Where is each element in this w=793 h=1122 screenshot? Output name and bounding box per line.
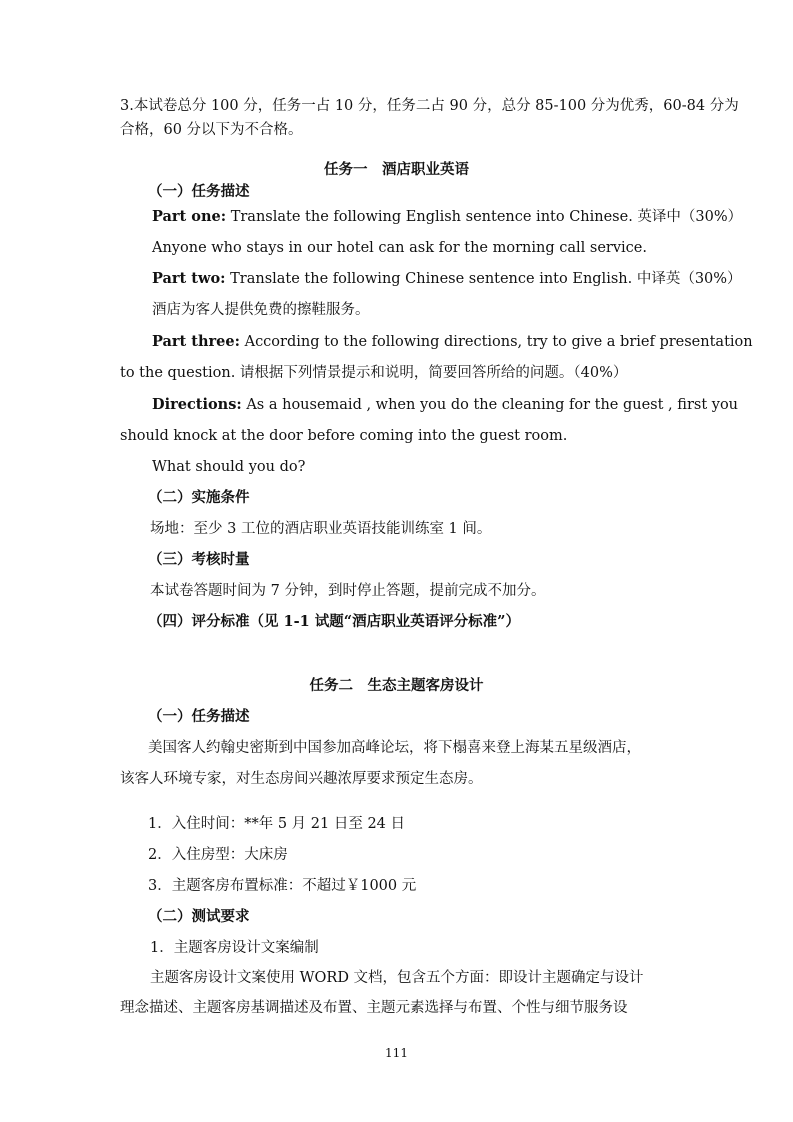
task2-section-requirements: （二）测试要求 (148, 908, 250, 925)
part-two-sentence: 酒店为客人提供免费的擦鞋服务。 (152, 302, 370, 318)
part-one-sentence: Anyone who stays in our hotel can ask for the morning call service. (152, 240, 647, 256)
directions-continuation: should knock at the door before coming into the guest room. (120, 428, 568, 444)
part-three-paragraph (152, 332, 753, 352)
part-two-label: Part two: (152, 270, 226, 287)
task1-section-scoring: （四）评分标准（见 1-1 试题“酒店职业英语评分标准”） (148, 613, 520, 630)
task2-section-description: （一）任务描述 (148, 708, 250, 725)
requirement-text-line-2: 理念描述、主题客房基调描述及布置、主题元素选择与布置、个性与细节服务设 (120, 1000, 628, 1016)
time-text: 本试卷答题时间为 7 分钟，到时停止答题，提前完成不加分。 (150, 583, 546, 599)
list-item-room-type: 2．入住房型：大床房 (148, 847, 288, 863)
list-item-budget: 3．主题客房布置标准：不超过￥1000 元 (148, 878, 417, 894)
part-two-text: Translate the following Chinese sentence into English. 中译英（30%） (225, 271, 742, 287)
task2-desc-line-1: 美国客人约翰史密斯到中国参加高峰论坛，将下榻喜来登上海某五星级酒店， (148, 740, 641, 756)
directions-label: Directions: (152, 396, 242, 413)
intro-line-2: 合格，60 分以下为不合格。 (120, 122, 303, 138)
requirement-text-line-1: 主题客房设计文案使用 WORD 文档，包含五个方面：即设计主题确定与设计 (150, 970, 644, 986)
part-one-text: Translate the following English sentence into Chinese. 英译中（30%） (226, 209, 743, 225)
part-three-text: According to the following directions, try to give a brief presentation (239, 334, 753, 350)
directions-text: As a housemaid , when you do the cleaning for the guest , first you (241, 397, 739, 413)
part-three-label: Part three: (152, 333, 240, 350)
task1-section-conditions: （二）实施条件 (148, 489, 250, 506)
part-two-paragraph (152, 269, 742, 289)
task2-desc-line-2: 该客人环境专家，对生态房间兴趣浓厚要求预定生态房。 (120, 771, 483, 787)
task2-title: 任务二 生态主题客房设计 (309, 677, 484, 694)
part-three-continuation: to the question. 请根据下列情景提示和说明，简要回答所给的问题。（40%） (120, 365, 628, 381)
intro-line-1: 3.本试卷总分 100 分，任务一占 10 分，任务二占 90 分，总分 85-100 分为优秀，60-84 分为 (120, 98, 739, 114)
part-one-paragraph (152, 207, 742, 227)
question-text: What should you do? (152, 459, 306, 475)
requirement-item-1: 1．主题客房设计文案编制 (150, 940, 319, 956)
list-item-checkin-time: 1．入住时间：**年 5 月 21 日至 24 日 (148, 816, 406, 832)
conditions-text: 场地：至少 3 工位的酒店职业英语技能训练室 1 间。 (150, 521, 492, 537)
task1-section-time: （三）考核时量 (148, 551, 250, 568)
task1-section-description: （一）任务描述 (148, 183, 250, 200)
directions-paragraph (152, 395, 738, 415)
page-number: 111 (385, 1046, 408, 1060)
part-one-label: Part one: (152, 208, 227, 225)
task1-title: 任务一 酒店职业英语 (324, 161, 469, 178)
